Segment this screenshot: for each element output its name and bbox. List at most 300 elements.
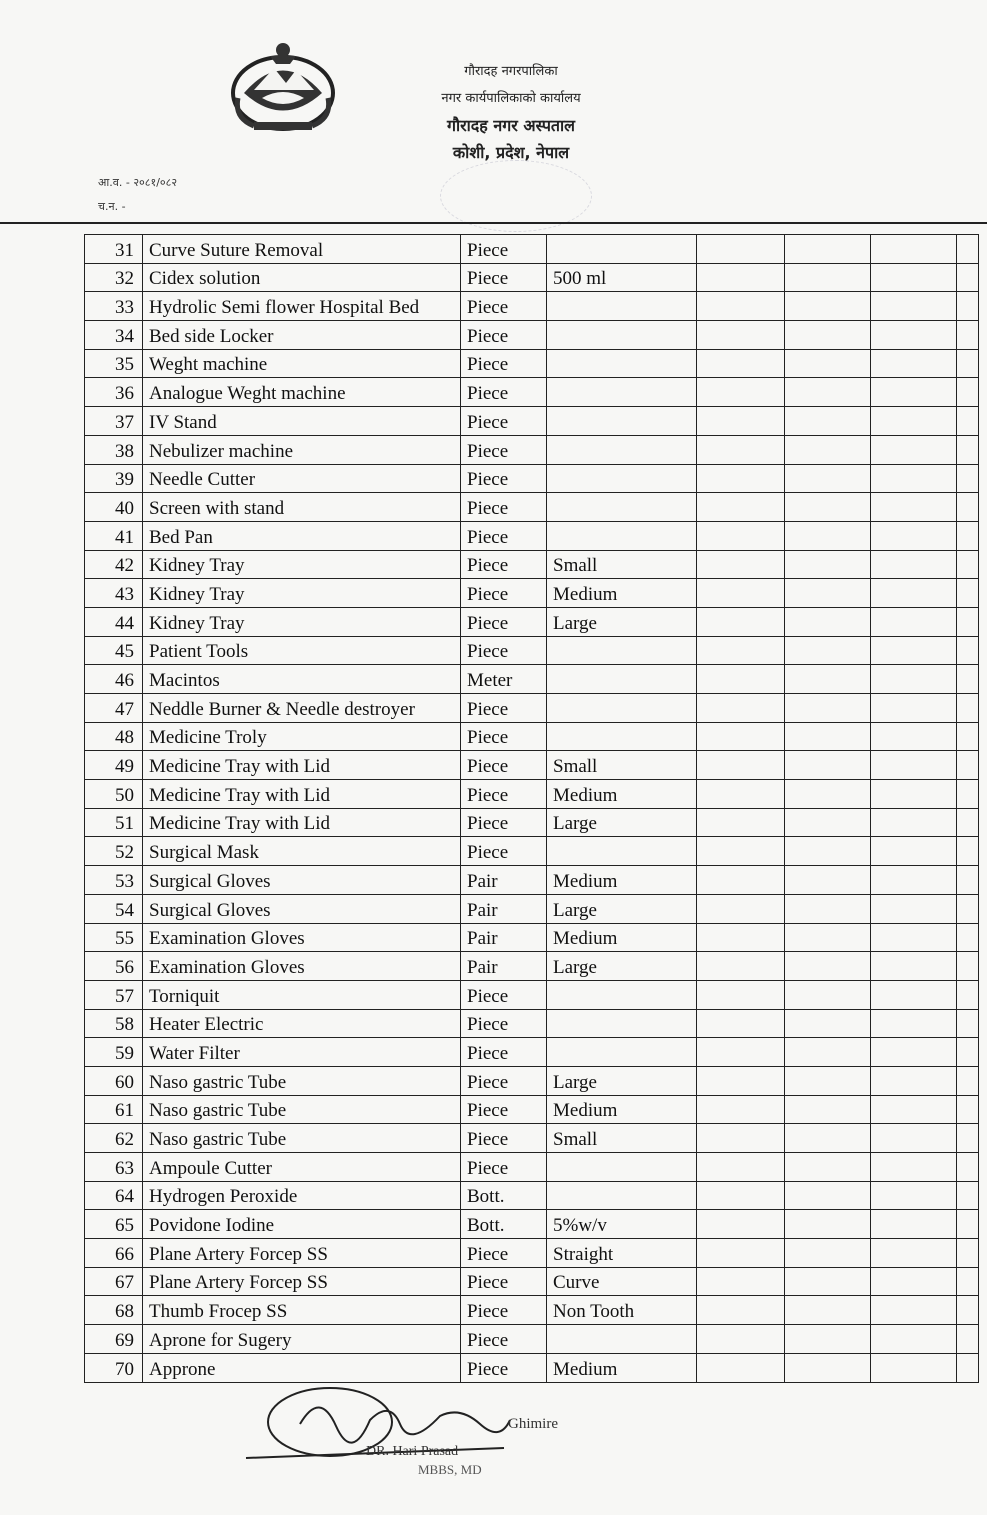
specification-cell [547,378,697,407]
item-name-cell: Bed Pan [143,521,461,550]
blank-cell [785,607,871,636]
blank-cell [785,980,871,1009]
specification-cell: Medium [547,866,697,895]
specification-cell: Curve [547,1267,697,1296]
blank-cell [785,1296,871,1325]
table-row [85,579,979,608]
blank-cell [957,866,979,895]
item-name-cell: Kidney Tray [143,579,461,608]
item-name-cell: Approne [143,1353,461,1382]
blank-cell [785,722,871,751]
item-name-cell: Medicine Tray with Lid [143,808,461,837]
blank-cell [697,1353,785,1382]
item-name-cell: Povidone Iodine [143,1210,461,1239]
unit-cell: Piece [461,980,547,1009]
municipality-name: गौरादह नगरपालिका [464,64,558,79]
serial-number-cell: 61 [85,1095,143,1124]
blank-cell [957,1210,979,1239]
specification-cell [547,980,697,1009]
table-row [85,493,979,522]
specification-cell [547,694,697,723]
item-name-cell: Macintos [143,665,461,694]
blank-cell [697,579,785,608]
item-name-cell: Neddle Burner & Needle destroyer [143,694,461,723]
table-row [85,521,979,550]
blank-cell [957,1239,979,1268]
serial-number-cell: 54 [85,894,143,923]
table-row [85,1210,979,1239]
blank-cell [785,952,871,981]
item-name-cell: Kidney Tray [143,607,461,636]
blank-cell [697,292,785,321]
blank-cell [957,1296,979,1325]
item-name-cell: Hydrolic Semi flower Hospital Bed [143,292,461,321]
blank-cell [957,980,979,1009]
blank-cell [785,493,871,522]
blank-cell [697,1153,785,1182]
specification-cell: Medium [547,1353,697,1382]
item-name-cell: Patient Tools [143,636,461,665]
table-row [85,407,979,436]
blank-cell [697,493,785,522]
blank-cell [957,1009,979,1038]
item-name-cell: Examination Gloves [143,952,461,981]
blank-cell [785,1210,871,1239]
blank-cell [785,636,871,665]
unit-cell: Bott. [461,1210,547,1239]
blank-cell [871,1296,957,1325]
item-name-cell: Heater Electric [143,1009,461,1038]
unit-cell: Piece [461,1095,547,1124]
table-row [85,980,979,1009]
unit-cell: Piece [461,321,547,350]
blank-cell [697,607,785,636]
blank-cell [697,866,785,895]
serial-number-cell: 31 [85,235,143,264]
serial-number-cell: 40 [85,493,143,522]
specification-cell [547,1153,697,1182]
handwritten-signature [240,1380,600,1500]
unit-cell: Meter [461,665,547,694]
table-row [85,837,979,866]
blank-cell [871,1153,957,1182]
specification-cell [547,235,697,264]
specification-cell: Large [547,808,697,837]
items-table [84,234,979,1383]
serial-number-cell: 70 [85,1353,143,1382]
table-row [85,1239,979,1268]
item-name-cell: Examination Gloves [143,923,461,952]
table-row [85,1153,979,1182]
blank-cell [697,1181,785,1210]
blank-cell [785,1066,871,1095]
fiscal-year: आ.व. - २०८१/०८२ [98,176,178,189]
blank-cell [871,808,957,837]
serial-number-cell: 45 [85,636,143,665]
serial-number-cell: 55 [85,923,143,952]
blank-cell [785,263,871,292]
table-row [85,1296,979,1325]
serial-number-cell: 60 [85,1066,143,1095]
blank-cell [871,722,957,751]
serial-number-cell: 37 [85,407,143,436]
table-row [85,550,979,579]
blank-cell [697,464,785,493]
serial-number-cell: 65 [85,1210,143,1239]
blank-cell [957,321,979,350]
blank-cell [697,1296,785,1325]
item-name-cell: IV Stand [143,407,461,436]
unit-cell: Piece [461,464,547,493]
blank-cell [957,1095,979,1124]
table-row [85,751,979,780]
table-row [85,866,979,895]
specification-cell: Medium [547,579,697,608]
unit-cell: Piece [461,1239,547,1268]
blank-cell [957,1153,979,1182]
item-name-cell: Needle Cutter [143,464,461,493]
item-name-cell: Screen with stand [143,493,461,522]
serial-number-cell: 48 [85,722,143,751]
table-row [85,1066,979,1095]
item-name-cell: Kidney Tray [143,550,461,579]
table-row [85,923,979,952]
blank-cell [871,607,957,636]
blank-cell [785,866,871,895]
blank-cell [697,263,785,292]
blank-cell [697,1267,785,1296]
blank-cell [957,521,979,550]
blank-cell [957,894,979,923]
serial-number-cell: 43 [85,579,143,608]
unit-cell: Piece [461,1267,547,1296]
blank-cell [697,923,785,952]
blank-cell [871,521,957,550]
blank-cell [785,1095,871,1124]
table-row [85,378,979,407]
unit-cell: Piece [461,1066,547,1095]
blank-cell [871,1353,957,1382]
office-header [396,58,626,166]
blank-cell [697,1325,785,1354]
serial-number-cell: 58 [85,1009,143,1038]
blank-cell [871,751,957,780]
specification-cell [547,407,697,436]
blank-cell [871,952,957,981]
blank-cell [871,1267,957,1296]
blank-cell [697,808,785,837]
specification-cell: Non Tooth [547,1296,697,1325]
blank-cell [871,292,957,321]
unit-cell: Piece [461,1038,547,1067]
blank-cell [957,1124,979,1153]
specification-cell [547,292,697,321]
signatory-degree: MBBS, MD [418,1462,482,1477]
serial-number-cell: 47 [85,694,143,723]
specification-cell [547,521,697,550]
serial-number-cell: 66 [85,1239,143,1268]
blank-cell [957,292,979,321]
blank-cell [871,1124,957,1153]
blank-cell [871,1095,957,1124]
blank-cell [697,321,785,350]
specification-cell: Small [547,550,697,579]
specification-cell: Straight [547,1239,697,1268]
unit-cell: Piece [461,1009,547,1038]
item-name-cell: Surgical Mask [143,837,461,866]
blank-cell [871,980,957,1009]
item-name-cell: Medicine Tray with Lid [143,751,461,780]
blank-cell [871,923,957,952]
blank-cell [957,378,979,407]
table-row [85,952,979,981]
blank-cell [785,1038,871,1067]
blank-cell [697,894,785,923]
item-name-cell: Aprone for Sugery [143,1325,461,1354]
specification-cell [547,1038,697,1067]
blank-cell [697,1210,785,1239]
unit-cell: Piece [461,808,547,837]
blank-cell [957,550,979,579]
serial-number-cell: 62 [85,1124,143,1153]
item-name-cell: Analogue Weght machine [143,378,461,407]
blank-cell [697,952,785,981]
item-name-cell: Surgical Gloves [143,894,461,923]
specification-cell: Large [547,952,697,981]
executive-office: नगर कार्यपालिकाको कार्यालय [441,91,581,106]
blank-cell [957,780,979,809]
header-divider [0,222,987,224]
unit-cell: Piece [461,1353,547,1382]
table-row [85,607,979,636]
blank-cell [957,751,979,780]
serial-number-cell: 34 [85,321,143,350]
serial-number-cell: 38 [85,435,143,464]
blank-cell [957,722,979,751]
unit-cell: Piece [461,636,547,665]
unit-cell: Bott. [461,1181,547,1210]
unit-cell: Piece [461,407,547,436]
blank-cell [697,636,785,665]
blank-cell [697,837,785,866]
serial-number-cell: 67 [85,1267,143,1296]
unit-cell: Piece [461,493,547,522]
item-name-cell: Medicine Troly [143,722,461,751]
table-row [85,1353,979,1382]
table-row [85,780,979,809]
specification-cell: Large [547,894,697,923]
blank-cell [785,1267,871,1296]
blank-cell [871,636,957,665]
specification-cell: Medium [547,780,697,809]
unit-cell: Piece [461,579,547,608]
blank-cell [957,694,979,723]
blank-cell [785,521,871,550]
blank-cell [697,980,785,1009]
specification-cell [547,321,697,350]
blank-cell [871,464,957,493]
unit-cell: Piece [461,751,547,780]
item-name-cell: Hydrogen Peroxide [143,1181,461,1210]
blank-cell [785,378,871,407]
table-row [85,694,979,723]
blank-cell [957,636,979,665]
blank-cell [957,837,979,866]
blank-cell [871,866,957,895]
blank-cell [785,808,871,837]
blank-cell [957,1267,979,1296]
serial-number-cell: 49 [85,751,143,780]
serial-number-cell: 41 [85,521,143,550]
item-name-cell: Curve Suture Removal [143,235,461,264]
item-name-cell: Plane Artery Forcep SS [143,1239,461,1268]
specification-cell: 5%w/v [547,1210,697,1239]
blank-cell [957,407,979,436]
blank-cell [697,665,785,694]
blank-cell [785,694,871,723]
blank-cell [957,263,979,292]
blank-cell [871,235,957,264]
blank-cell [785,894,871,923]
unit-cell: Piece [461,550,547,579]
blank-cell [785,1325,871,1354]
item-name-cell: Medicine Tray with Lid [143,780,461,809]
unit-cell: Piece [461,1153,547,1182]
specification-cell: Medium [547,923,697,952]
table-row [85,321,979,350]
blank-cell [871,579,957,608]
serial-number-cell: 51 [85,808,143,837]
blank-cell [871,780,957,809]
unit-cell: Pair [461,952,547,981]
blank-cell [871,1239,957,1268]
table-row [85,1038,979,1067]
blank-cell [785,435,871,464]
specification-cell [547,349,697,378]
table-row [85,722,979,751]
table-row [85,1325,979,1354]
table-row [85,1095,979,1124]
unit-cell: Piece [461,349,547,378]
serial-number-cell: 53 [85,866,143,895]
blank-cell [871,1181,957,1210]
item-name-cell: Thumb Frocep SS [143,1296,461,1325]
blank-cell [957,923,979,952]
blank-cell [871,550,957,579]
unit-cell: Pair [461,866,547,895]
blank-cell [697,1038,785,1067]
specification-cell [547,722,697,751]
blank-cell [697,1066,785,1095]
unit-cell: Pair [461,923,547,952]
blank-cell [697,1124,785,1153]
blank-cell [785,1124,871,1153]
blank-cell [957,665,979,694]
specification-cell [547,493,697,522]
specification-cell: Medium [547,1095,697,1124]
blank-cell [697,521,785,550]
blank-cell [957,235,979,264]
blank-cell [785,1181,871,1210]
blank-cell [785,579,871,608]
blank-cell [871,263,957,292]
blank-cell [697,435,785,464]
blank-cell [697,407,785,436]
specification-cell [547,837,697,866]
blank-cell [785,1353,871,1382]
serial-number-cell: 36 [85,378,143,407]
blank-cell [697,780,785,809]
serial-number-cell: 68 [85,1296,143,1325]
blank-cell [785,1239,871,1268]
unit-cell: Piece [461,521,547,550]
item-name-cell: Weght machine [143,349,461,378]
specification-cell: Large [547,1066,697,1095]
serial-number-cell: 42 [85,550,143,579]
blank-cell [957,579,979,608]
blank-cell [871,1210,957,1239]
serial-number-cell: 50 [85,780,143,809]
blank-cell [785,550,871,579]
serial-number-cell: 69 [85,1325,143,1354]
blank-cell [871,435,957,464]
blank-cell [871,1325,957,1354]
serial-number-cell: 63 [85,1153,143,1182]
blank-cell [785,235,871,264]
specification-cell: Small [547,751,697,780]
blank-cell [697,1009,785,1038]
table-row [85,235,979,264]
blank-cell [871,894,957,923]
serial-number-cell: 46 [85,665,143,694]
blank-cell [871,1066,957,1095]
item-name-cell: Cidex solution [143,263,461,292]
hospital-name: गौरादह नगर अस्पताल [446,116,576,135]
serial-number-cell: 39 [85,464,143,493]
blank-cell [871,665,957,694]
blank-cell [785,321,871,350]
unit-cell: Piece [461,435,547,464]
unit-cell: Piece [461,263,547,292]
table-row [85,1124,979,1153]
specification-cell [547,435,697,464]
table-row [85,636,979,665]
item-name-cell: Water Filter [143,1038,461,1067]
table-row [85,808,979,837]
table-row [85,894,979,923]
item-name-cell: Nebulizer machine [143,435,461,464]
table-row [85,1009,979,1038]
item-name-cell: Plane Artery Forcep SS [143,1267,461,1296]
unit-cell: Piece [461,1124,547,1153]
blank-cell [697,722,785,751]
table-row [85,665,979,694]
blank-cell [785,407,871,436]
blank-cell [871,349,957,378]
unit-cell: Piece [461,837,547,866]
province-country: कोशी, प्रदेश, नेपाल [452,143,570,162]
table-row [85,464,979,493]
specification-cell [547,1181,697,1210]
item-name-cell: Bed side Locker [143,321,461,350]
unit-cell: Pair [461,894,547,923]
blank-cell [785,751,871,780]
item-name-cell: Ampoule Cutter [143,1153,461,1182]
unit-cell: Piece [461,235,547,264]
blank-cell [697,550,785,579]
unit-cell: Piece [461,607,547,636]
blank-cell [957,1353,979,1382]
